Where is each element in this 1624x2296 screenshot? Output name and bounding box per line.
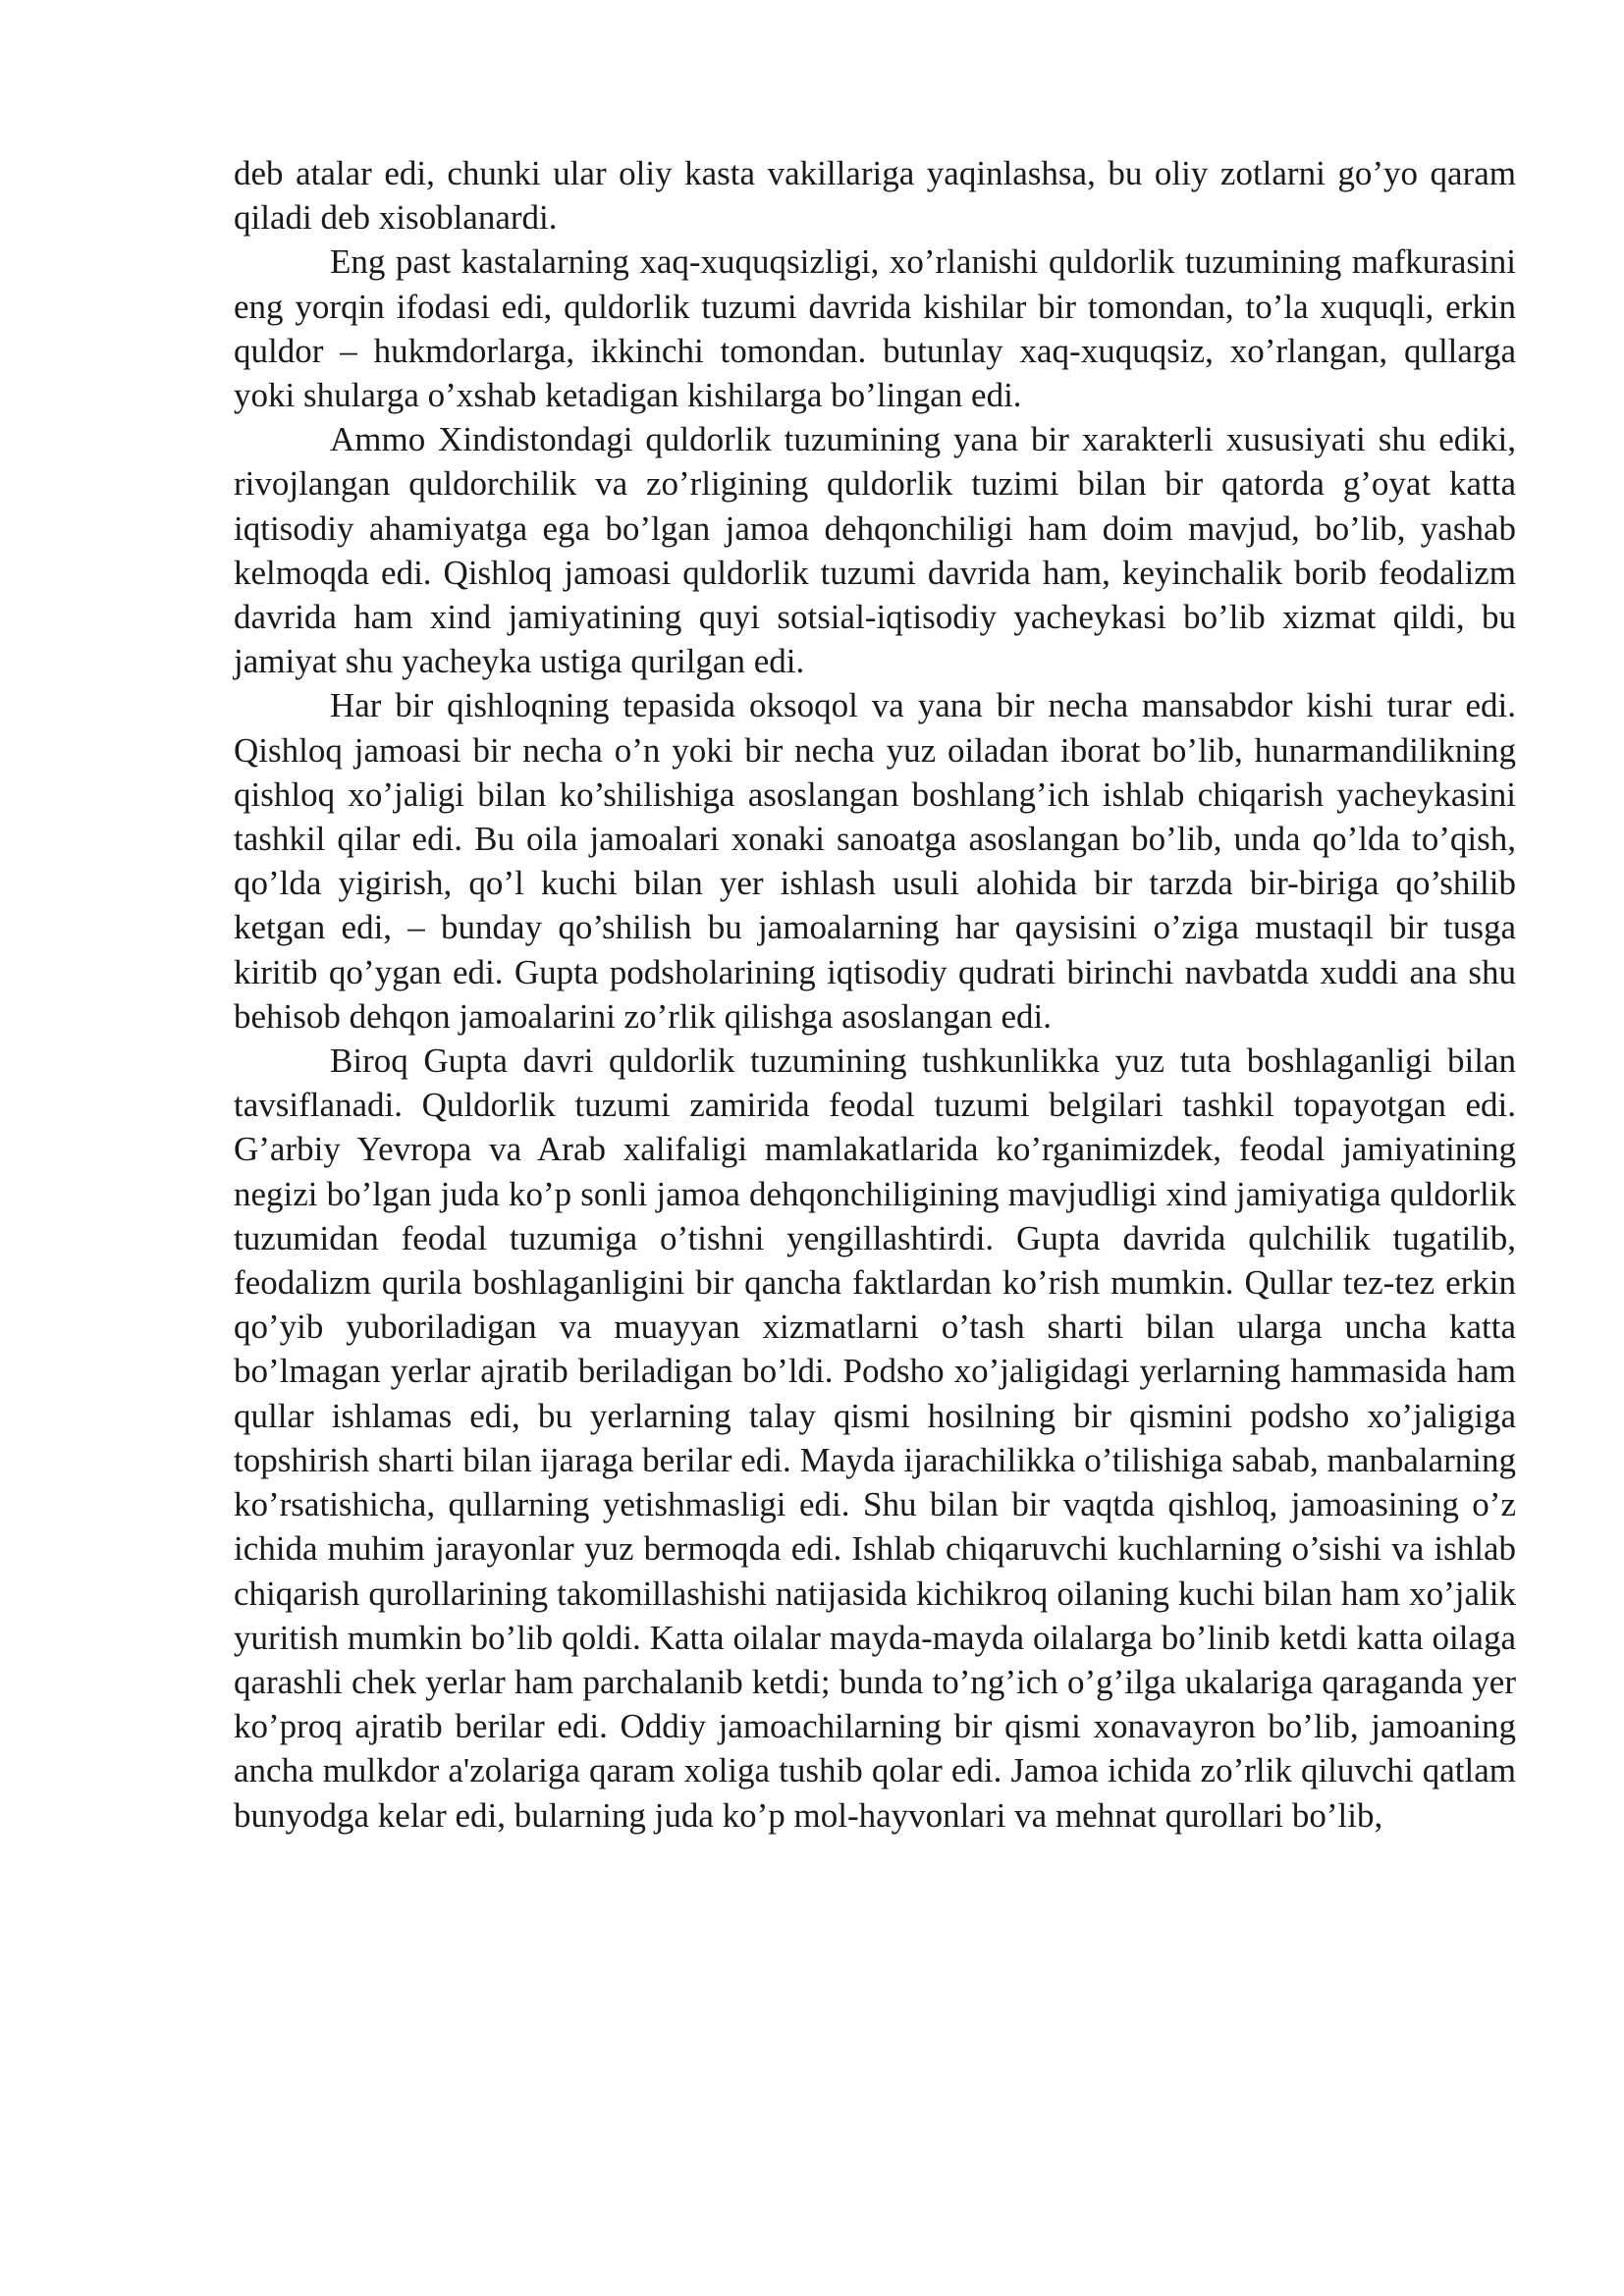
paragraph-castes: Eng past kastalarning xaq-xuquqsizligi, xo’rlanishi quldorlik tuzumining mafkurasini eng yorqin ifodasi edi, quldorlik tuzumi davrida kishilar bir tomondan, to’la xuquqli, erkin quldor – hukmdorlarga, ikkinchi tomondan. butunlay xaq-xuquqsiz, xo’rlangan, qullarga yoki shularga o’xshab ketadigan kishilarga bo’lingan edi. <box>234 242 1516 415</box>
paragraph-continuation: deb atalar edi, chunki ular oliy kasta vakillariga yaqinlashsa, bu oliy zotlarni go’yo qaram qiladi deb xisoblanardi. <box>234 154 1516 238</box>
paragraph-gupta-decline: Biroq Gupta davri quldorlik tuzumining tushkunlikka yuz tuta boshlaganligi bilan tavsiflanadi. Quldorlik tuzumi zamirida feodal tuzumi belgilari tashkil topayotgan edi. G’arbiy Yevropa va Arab xalifaligi mamlakatlarida ko’rganimizdek, feodal jamiyatining negizi bo’lgan juda ko’p sonli jamoa dehqonchiligining mavjudligi xind jamiyatiga quldorlik tuzumidan feodal tuzumiga o’tishni yengillashtirdi. Gupta davrida qulchilik tugatilib, feodalizm qurila boshlaganligini bir qancha faktlardan ko’rish mumkin. Qullar tez-tez erkin qo’yib yuboriladigan va muayyan xizmatlarni o’tash sharti bilan ularga uncha katta bo’lmagan yerlar ajratib beriladigan bo’ldi. Podsho xo’jaligidagi yerlarning hammasida ham qullar ishlamas edi, bu yerlarning talay qismi hosilning bir qismini podsho xo’jaligiga topshirish sharti bilan ijaraga berilar edi. Mayda ijarachilikka o’tilishiga sabab, manbalarning ko’rsatishicha, qullarning yetishmasligi edi. Shu bilan bir vaqtda qishloq, jamoasining o’z ichida muhim jarayonlar yuz bermoqda edi. Ishlab chiqaruvchi kuchlarning o’sishi va ishlab chiqarish qurollarining takomillashishi natijasida kichikroq oilaning kuchi bilan ham xo’jalik yuritish mumkin bo’lib qoldi. Katta oilalar mayda-mayda oilalarga bo’linib ketdi katta oilaga qarashli chek yerlar ham parchalanib ketdi; bunda to’ng’ich o’g’ilga ukalariga qaraganda yer ko’proq ajratib berilar edi. Oddiy jamoachilarning bir qismi xonavayron bo’lib, jamoaning ancha mulkdor a'zolariga qaram xoliga tushib qolar edi. Jamoa ichida zo’rlik qiluvchi qatlam bunyodga kelar edi, bularning juda ko’p mol-hayvonlari va mehnat qurollari bo’lib, <box>234 1041 1516 1835</box>
paragraph-village-structure: Har bir qishloqning tepasida oksoqol va yana bir necha mansabdor kishi turar edi. Qishloq jamoasi bir necha o’n yoki bir necha yuz oiladan iborat bo’lib, hunarmandilikning qishloq xo’jaligi bilan ko’shilishiga asoslangan boshlang’ich ishlab chiqarish yacheykasini tashkil qilar edi. Bu oila jamoalari xonaki sanoatga asoslangan bo’lib, unda qo’lda to’qish, qo’lda yigirish, qo’l kuchi bilan yer ishlash usuli alohida bir tarzda bir-biriga qo’shilib ketgan edi, – bunday qo’shilish bu jamoalarning har qaysisini o’ziga mustaqil bir tusga kiritib qo’ygan edi. Gupta podsholarining iqtisodiy qudrati birinchi navbatda xuddi ana shu behisob dehqon jamoalarini zo’rlik qilishga asoslangan edi. <box>234 686 1516 1036</box>
paragraph-village-community: Ammo Xindistondagi quldorlik tuzumining yana bir xarakterli xususiyati shu ediki, rivojlangan quldorchilik va zo’rligining quldorlik tuzimi bilan bir qatorda g’oyat katta iqtisodiy ahamiyatga ega bo’lgan jamoa dehqonchiligi ham doim mavjud, bo’lib, yashab kelmoqda edi. Qishloq jamoasi quldorlik tuzumi davrida ham, keyinchalik borib feodalizm davrida ham xind jamiyatining quyi sotsial-iqtisodiy yacheykasi bo’lib xizmat qildi, bu jamiyat shu yacheyka ustiga qurilgan edi. <box>234 420 1516 681</box>
body-text <box>234 151 1516 1838</box>
